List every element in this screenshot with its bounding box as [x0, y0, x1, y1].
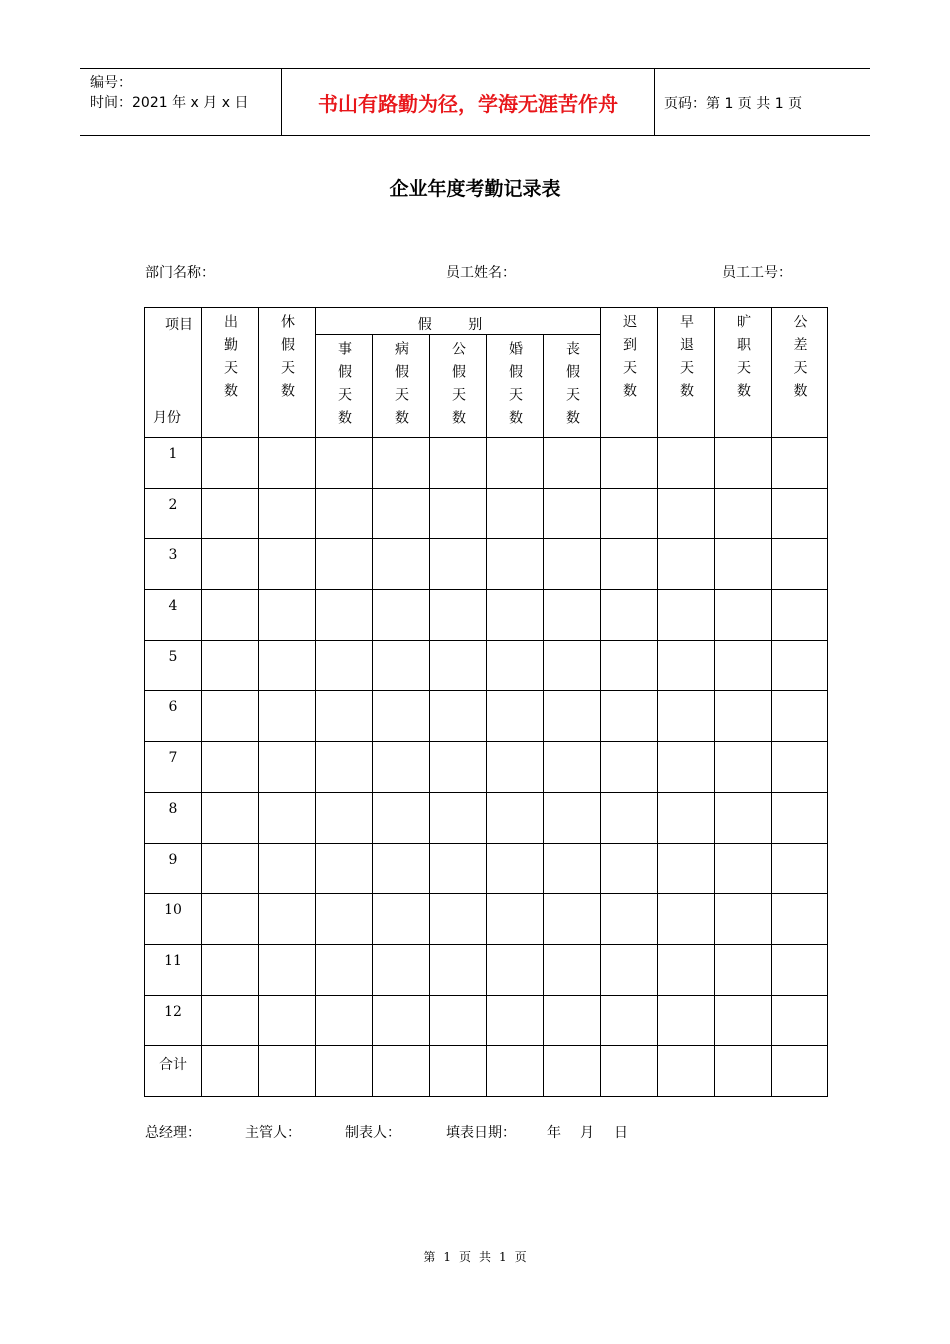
- entry-cell[interactable]: [658, 488, 715, 539]
- table-row: [145, 792, 828, 843]
- row-label: 11: [164, 952, 182, 969]
- entry-cell[interactable]: [772, 640, 828, 691]
- row-label-cell: [145, 438, 202, 489]
- entry-cell[interactable]: [202, 488, 259, 539]
- entry-cell[interactable]: [202, 894, 259, 945]
- table-row: [145, 843, 828, 894]
- entry-cell[interactable]: [544, 843, 601, 894]
- page-number: 1: [443, 1250, 451, 1264]
- header-early-leave-days: 早退天数: [658, 308, 715, 438]
- entry-cell[interactable]: [544, 742, 601, 793]
- row-label: 1: [168, 446, 178, 462]
- entry-cell[interactable]: [601, 590, 658, 641]
- row-label-cell: [145, 792, 202, 843]
- entry-cell[interactable]: [373, 995, 430, 1046]
- table-row: [145, 640, 828, 691]
- entry-cell[interactable]: [772, 1046, 828, 1097]
- row-label: 12: [164, 1003, 182, 1020]
- row-label-cell: [145, 742, 202, 793]
- row-label: 2: [168, 496, 178, 513]
- entry-cell[interactable]: [430, 640, 487, 691]
- entry-cell[interactable]: [202, 1046, 259, 1097]
- entry-cell[interactable]: [316, 691, 373, 742]
- row-label: 7: [168, 750, 178, 767]
- row-label-cell: [145, 995, 202, 1046]
- entry-cell[interactable]: [259, 488, 316, 539]
- entry-cell[interactable]: [259, 438, 316, 489]
- entry-cell[interactable]: [544, 438, 601, 489]
- entry-cell[interactable]: [430, 438, 487, 489]
- entry-cell[interactable]: [202, 539, 259, 590]
- entry-cell[interactable]: [772, 792, 828, 843]
- entry-cell[interactable]: [772, 539, 828, 590]
- entry-cell[interactable]: [373, 742, 430, 793]
- entry-cell[interactable]: [316, 640, 373, 691]
- entry-cell[interactable]: [544, 995, 601, 1046]
- entry-cell[interactable]: [430, 792, 487, 843]
- entry-cell[interactable]: [259, 539, 316, 590]
- row-label-cell: [145, 488, 202, 539]
- entry-cell[interactable]: [658, 944, 715, 995]
- corner-item-label: 项目: [165, 317, 193, 333]
- entry-cell[interactable]: [202, 792, 259, 843]
- entry-cell[interactable]: [259, 742, 316, 793]
- header-absent-days: 旷职天数: [715, 308, 772, 438]
- row-label: 6: [168, 699, 178, 716]
- row-label: 5: [168, 648, 178, 665]
- entry-cell[interactable]: [316, 488, 373, 539]
- entry-cell[interactable]: [772, 944, 828, 995]
- row-label: 3: [168, 547, 178, 564]
- entry-cell[interactable]: [316, 792, 373, 843]
- entry-cell[interactable]: [715, 944, 772, 995]
- number-label: 编号：: [90, 75, 132, 91]
- fill-date-label: 填表日期：: [446, 1125, 516, 1141]
- entry-cell[interactable]: [373, 1046, 430, 1097]
- table-row: [145, 944, 828, 995]
- entry-cell[interactable]: [487, 742, 544, 793]
- entry-cell[interactable]: [715, 590, 772, 641]
- entry-cell[interactable]: [373, 539, 430, 590]
- entry-cell[interactable]: [601, 438, 658, 489]
- table-row: [145, 590, 828, 641]
- entry-cell[interactable]: [316, 539, 373, 590]
- row-label-cell: [145, 539, 202, 590]
- entry-cell[interactable]: [373, 691, 430, 742]
- entry-cell[interactable]: [658, 843, 715, 894]
- entry-cell[interactable]: [601, 995, 658, 1046]
- entry-cell[interactable]: [316, 944, 373, 995]
- header-bereavement-leave: 丧假天数: [544, 335, 601, 438]
- entry-cell[interactable]: [430, 1046, 487, 1097]
- header-attendance-days: 出勤天数: [202, 308, 259, 438]
- page-title: 企业年度考勤记录表: [389, 178, 561, 200]
- header-page-info: 页码：第 1 页 共 1 页: [664, 95, 803, 112]
- entry-cell[interactable]: [487, 691, 544, 742]
- entry-cell[interactable]: [430, 843, 487, 894]
- entry-cell[interactable]: [658, 590, 715, 641]
- entry-cell[interactable]: [772, 438, 828, 489]
- entry-cell[interactable]: [430, 894, 487, 945]
- row-label-cell: [145, 691, 202, 742]
- entry-cell[interactable]: [658, 438, 715, 489]
- entry-cell[interactable]: [202, 742, 259, 793]
- entry-cell[interactable]: [715, 995, 772, 1046]
- entry-cell[interactable]: [316, 1046, 373, 1097]
- header-divider: [654, 69, 655, 135]
- row-label: 8: [168, 800, 178, 817]
- entry-cell[interactable]: [202, 590, 259, 641]
- entry-cell[interactable]: [373, 792, 430, 843]
- entry-cell[interactable]: [658, 792, 715, 843]
- row-label-cell: [145, 843, 202, 894]
- entry-cell[interactable]: [430, 488, 487, 539]
- entry-cell[interactable]: [259, 843, 316, 894]
- entry-cell[interactable]: [373, 590, 430, 641]
- date-month: 月: [580, 1125, 594, 1141]
- entry-cell[interactable]: [715, 640, 772, 691]
- entry-cell[interactable]: [658, 691, 715, 742]
- row-label: 4: [168, 598, 178, 615]
- attendance-table: [144, 307, 828, 1097]
- time-label: 时间：2021 年 x 月 x 日: [90, 95, 249, 111]
- entry-cell[interactable]: [430, 539, 487, 590]
- entry-cell[interactable]: [544, 944, 601, 995]
- entry-cell[interactable]: [487, 792, 544, 843]
- header-motto: 书山有路勤为径，学海无涯苦作舟: [318, 92, 618, 116]
- entry-cell[interactable]: [316, 590, 373, 641]
- entry-cell[interactable]: [715, 438, 772, 489]
- entry-cell[interactable]: [601, 640, 658, 691]
- entry-cell[interactable]: [259, 995, 316, 1046]
- entry-cell[interactable]: [316, 438, 373, 489]
- entry-cell[interactable]: [658, 539, 715, 590]
- entry-cell[interactable]: [373, 640, 430, 691]
- entry-cell[interactable]: [487, 995, 544, 1046]
- entry-cell[interactable]: [601, 792, 658, 843]
- entry-cell[interactable]: [772, 843, 828, 894]
- entry-cell[interactable]: [259, 894, 316, 945]
- entry-cell[interactable]: [715, 691, 772, 742]
- entry-cell[interactable]: [316, 843, 373, 894]
- entry-cell[interactable]: [430, 995, 487, 1046]
- row-label: 9: [168, 851, 178, 868]
- row-label-cell: [145, 1046, 202, 1097]
- entry-cell[interactable]: [373, 438, 430, 489]
- entry-cell[interactable]: [601, 488, 658, 539]
- entry-cell[interactable]: [202, 640, 259, 691]
- entry-cell[interactable]: [487, 438, 544, 489]
- date-day: 日: [614, 1125, 628, 1141]
- page-footer: 第 1 页 共 1 页: [423, 1250, 527, 1264]
- entry-cell[interactable]: [316, 742, 373, 793]
- supervisor-signature: 主管人：: [245, 1125, 301, 1141]
- entry-cell[interactable]: [373, 488, 430, 539]
- table-header-row: [145, 308, 828, 335]
- entry-cell[interactable]: [772, 488, 828, 539]
- entry-cell[interactable]: [487, 590, 544, 641]
- entry-cell[interactable]: [259, 691, 316, 742]
- header-public-leave: 公假天数: [430, 335, 487, 438]
- gm-signature: 总经理：: [145, 1125, 201, 1141]
- page-total: 1: [499, 1250, 507, 1264]
- entry-cell[interactable]: [544, 488, 601, 539]
- entry-cell[interactable]: [601, 1046, 658, 1097]
- entry-cell[interactable]: [715, 1046, 772, 1097]
- entry-cell[interactable]: [202, 438, 259, 489]
- entry-cell[interactable]: [544, 792, 601, 843]
- row-label-cell: [145, 894, 202, 945]
- entry-cell[interactable]: [259, 792, 316, 843]
- header-business-trip-days: 公差天数: [772, 308, 828, 438]
- entry-cell[interactable]: [202, 691, 259, 742]
- document-header: [80, 68, 870, 136]
- table-row: [145, 488, 828, 539]
- date-year: 年: [547, 1125, 561, 1141]
- entry-cell[interactable]: [601, 742, 658, 793]
- row-label: 合计: [159, 1057, 187, 1074]
- table-row: [145, 691, 828, 742]
- entry-cell[interactable]: [373, 944, 430, 995]
- entry-cell[interactable]: [544, 640, 601, 691]
- entry-cell[interactable]: [487, 843, 544, 894]
- header-marriage-leave: 婚假天数: [487, 335, 544, 438]
- entry-cell[interactable]: [202, 843, 259, 894]
- entry-cell[interactable]: [772, 894, 828, 945]
- header-leave-group: 假 别: [316, 308, 601, 335]
- header-late-days: 迟到天数: [601, 308, 658, 438]
- entry-cell[interactable]: [487, 894, 544, 945]
- entry-cell[interactable]: [259, 590, 316, 641]
- entry-cell[interactable]: [202, 944, 259, 995]
- entry-cell[interactable]: [772, 691, 828, 742]
- entry-cell[interactable]: [658, 894, 715, 945]
- entry-cell[interactable]: [715, 539, 772, 590]
- entry-cell[interactable]: [601, 691, 658, 742]
- header-sick-leave: 病假天数: [373, 335, 430, 438]
- row-label-cell: [145, 590, 202, 641]
- entry-cell[interactable]: [430, 691, 487, 742]
- entry-cell[interactable]: [658, 640, 715, 691]
- entry-cell[interactable]: [544, 539, 601, 590]
- row-label-cell: [145, 640, 202, 691]
- entry-cell[interactable]: [373, 843, 430, 894]
- entry-cell[interactable]: [373, 894, 430, 945]
- entry-cell[interactable]: [316, 894, 373, 945]
- entry-cell[interactable]: [772, 590, 828, 641]
- table-row: [145, 438, 828, 489]
- entry-cell[interactable]: [259, 1046, 316, 1097]
- entry-cell[interactable]: [601, 843, 658, 894]
- entry-cell[interactable]: [487, 488, 544, 539]
- entry-cell[interactable]: [544, 1046, 601, 1097]
- entry-cell[interactable]: [601, 539, 658, 590]
- entry-cell[interactable]: [544, 691, 601, 742]
- entry-cell[interactable]: [430, 590, 487, 641]
- entry-cell[interactable]: [658, 995, 715, 1046]
- header-personal-leave: 事假天数: [316, 335, 373, 438]
- entry-cell[interactable]: [430, 944, 487, 995]
- entry-cell[interactable]: [715, 843, 772, 894]
- entry-cell[interactable]: [430, 742, 487, 793]
- entry-cell[interactable]: [772, 995, 828, 1046]
- corner-month-label: 月份: [153, 410, 181, 426]
- entry-cell[interactable]: [601, 894, 658, 945]
- header-rest-days: 休假天数: [259, 308, 316, 438]
- row-label-cell: [145, 944, 202, 995]
- entry-cell[interactable]: [658, 742, 715, 793]
- row-label: 10: [164, 902, 182, 919]
- entry-cell[interactable]: [658, 1046, 715, 1097]
- header-corner-cell: [145, 308, 202, 438]
- table-row: [145, 894, 828, 945]
- entry-cell[interactable]: [715, 742, 772, 793]
- entry-cell[interactable]: [259, 640, 316, 691]
- entry-cell[interactable]: [544, 590, 601, 641]
- department-field: 部门名称：: [145, 265, 215, 281]
- table-row: [145, 995, 828, 1046]
- entry-cell[interactable]: [544, 894, 601, 945]
- entry-cell[interactable]: [487, 539, 544, 590]
- table-row: [145, 539, 828, 590]
- entry-cell[interactable]: [715, 894, 772, 945]
- employee-id-field: 员工工号：: [722, 265, 792, 281]
- entry-cell[interactable]: [715, 792, 772, 843]
- entry-cell[interactable]: [259, 944, 316, 995]
- entry-cell[interactable]: [601, 944, 658, 995]
- entry-cell[interactable]: [316, 995, 373, 1046]
- entry-cell[interactable]: [715, 488, 772, 539]
- entry-cell[interactable]: [487, 640, 544, 691]
- table-row: [145, 1046, 828, 1097]
- entry-cell[interactable]: [202, 995, 259, 1046]
- entry-cell[interactable]: [487, 944, 544, 995]
- entry-cell[interactable]: [772, 742, 828, 793]
- employee-name-field: 员工姓名：: [446, 265, 516, 281]
- table-row: [145, 742, 828, 793]
- header-meta: [90, 73, 248, 113]
- preparer-signature: 制表人：: [345, 1125, 401, 1141]
- entry-cell[interactable]: [487, 1046, 544, 1097]
